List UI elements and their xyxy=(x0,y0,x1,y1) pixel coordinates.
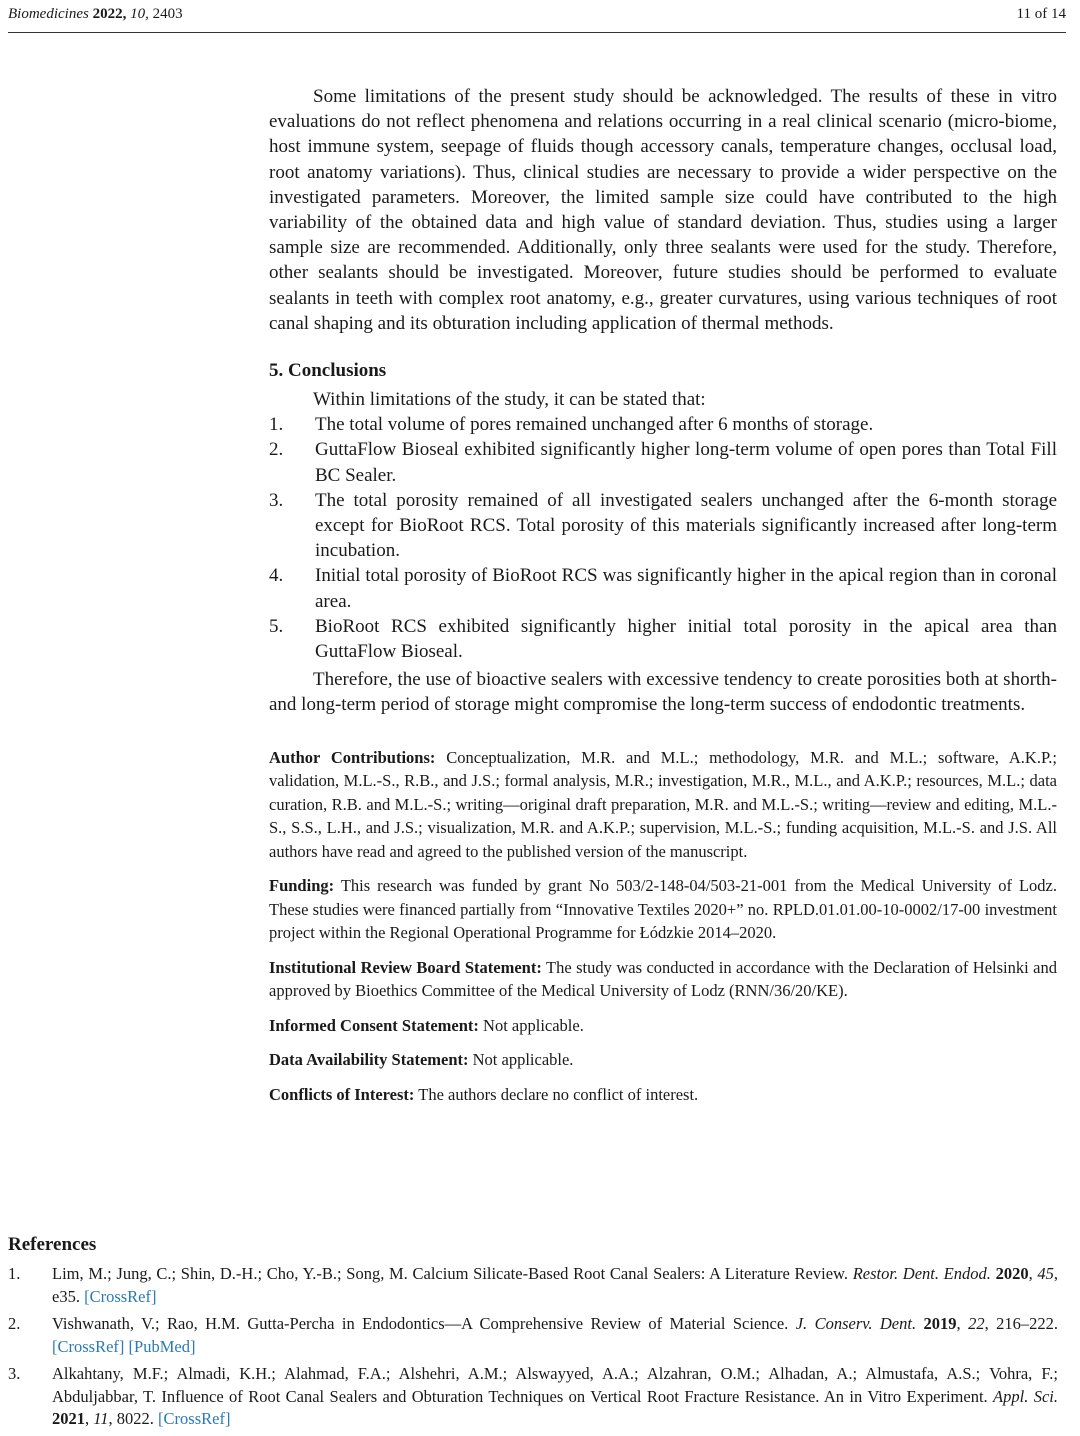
main-content xyxy=(269,84,1057,1117)
conclusions-list xyxy=(269,412,1057,664)
consent-statement xyxy=(269,1014,1057,1038)
conclusion-item xyxy=(269,412,1057,437)
reference-pages: , e35. xyxy=(52,1264,1059,1306)
reference-number: 2. xyxy=(8,1314,21,1333)
funding xyxy=(269,874,1057,945)
author-contributions xyxy=(269,746,1057,864)
conclusion-text: Initial total porosity of BioRoot RCS was significantly higher in the apical region than in coronal area. xyxy=(315,565,1057,612)
conclusion-text: The total volume of pores remained unchanged after 6 months of storage. xyxy=(315,414,874,436)
references-section xyxy=(8,1232,1058,1436)
references-heading: References xyxy=(8,1234,97,1255)
conclusion-item xyxy=(269,563,1057,613)
reference-number: 1. xyxy=(8,1264,21,1283)
funding-label: Funding: xyxy=(269,876,335,896)
conclusion-item xyxy=(269,437,1057,487)
irb-statement xyxy=(269,956,1057,1003)
conclusion-text: The total porosity remained of all investigated sealers unchanged after the 6-month storage except for BioRoot RCS. Total porosity of this materials significantly increased after long-term incubation. xyxy=(315,489,1057,562)
reference-year: 2020 xyxy=(995,1264,1029,1283)
conclusion-text: BioRoot RCS exhibited significantly higher initial total porosity in the apical area than GuttaFlow Bioseal. xyxy=(315,615,1057,663)
consent-label: Informed Consent Statement: xyxy=(269,1015,479,1035)
reference-number: 3. xyxy=(8,1364,21,1383)
irb-label: Institutional Review Board Statement: xyxy=(269,957,542,977)
conclusion-number: 5. xyxy=(269,615,284,637)
author-contributions-text: Conceptualization, M.R. and M.L.; methodology, M.R. and M.L.; software, A.K.P.; validation, M.L.-S., R.B., and J.S.; formal analysis, M.R.; investigation, M.R., M.L., and A.K.P.; resources, M.L.; data curation, R.B. and M.L.-S.; writing—original draft preparation, M.R. and M.L.-S.; writing—review and editing, M.L.-S., S.S., L.H., and J.S.; visualization, M.R. and A.K.P.; supervision, M.L.-S.; funding acquisition, M.L.-S. and J.S. All authors have read and agreed to the published version of the manuscript. xyxy=(269,747,1057,861)
irb-text: The study was conducted in accordance with the Declaration of Helsinki and approved by Bioethics Committee of the Medical University of Lodz (RNN/36/20/KE). xyxy=(269,957,1058,1001)
reference-pages: , 8022. xyxy=(108,1409,154,1428)
reference-year: 2021 xyxy=(52,1409,85,1428)
data-label: Data Availability Statement: xyxy=(269,1050,469,1070)
reference-journal: Restor. Dent. Endod. xyxy=(852,1264,991,1283)
reference-year: 2019 xyxy=(923,1314,957,1333)
conflicts-label: Conflicts of Interest: xyxy=(269,1084,415,1104)
limitations-paragraph: Some limitations of the present study should be acknowledged. The results of these in vitro evaluations do not reflect phenomena and relations occurring in a real clinical scenario (micro-biome, host immune system, seepage of fluids though accessory canals, temperature changes, occlusal load, root anatomy variations). Thus, clinical studies are necessary to provide a wider perspective on the investigated parameters. Moreover, the limited sample size could have contributed to the high variability of the obtained data and high value of standard deviation. Thus, studies using a larger sample size are recommended. Additionally, only three sealants were used for the study. Therefore, other sealants should be investigated. Moreover, future studies should be performed to evaluate sealants in teeth with complex root anatomy, e.g., greater curvatures, using various techniques of root canal shaping and its obturation including application of thermal methods. xyxy=(269,86,1057,334)
consent-text: Not applicable. xyxy=(483,1015,584,1035)
reference-volume: 11 xyxy=(93,1409,109,1428)
funding-text: This research was funded by grant No 503/2-148-04/503-21-001 from the Medical University of Lodz. These studies were financed partially from “Innovative Textiles 2020+” no. RPLD.01.01.00-10-0002/17-00 investment project within the Regional Operational Programme for Łódzkie 2014–2020. xyxy=(269,876,1058,943)
journal-year: 2022, xyxy=(92,6,127,22)
article-number: 2403 xyxy=(152,6,183,22)
data-text: Not applicable. xyxy=(472,1050,574,1070)
reference-item: 3. Alkahtany, M.F.; Almadi, K.H.; Alahmad, F.A.; Alshehri, A.M.; Alswayyed, A.A.; Alzahran, O.M.; Alhadan, A.; Almustafa, A.S.; Vohra, F.; Abduljabbar, T. Influence of Root Canal Sealers and Obturation Techniques on Vertical Root Fracture Resistance. An in Vitro Experiment. Appl. Sci. 2021, 11, 8022. [CrossRef] xyxy=(8,1364,1058,1428)
reference-item: 2. Vishwanath, V.; Rao, H.M. Gutta-Percha in Endodontics—A Comprehensive Review of Material Science. J. Conserv. Dent. 2019, 22, 216–222. [CrossRef] [PubMed] xyxy=(8,1314,1059,1356)
reference-authors-title: Vishwanath, V.; Rao, H.M. Gutta-Percha in Endodontics—A Comprehensive Review of Material Science. xyxy=(52,1314,789,1333)
reference-journal: J. Conserv. Dent. xyxy=(795,1314,917,1333)
conclusion-item xyxy=(269,614,1057,664)
conclusion-item xyxy=(269,488,1057,564)
pubmed-link[interactable]: [PubMed] xyxy=(128,1336,196,1356)
crossref-link[interactable]: [CrossRef] xyxy=(52,1336,125,1356)
reference-authors-title: Alkahtany, M.F.; Almadi, K.H.; Alahmad, F.A.; Alshehri, A.M.; Alswayyed, A.A.; Alzahran, O.M.; Alhadan, A.; Almustafa, A.S.; Vohra, F.; Abduljabbar, T. Influence of Root Canal Sealers and Obturation Techniques on Vertical Root Fracture Resistance. An in Vitro Experiment. xyxy=(52,1364,1058,1406)
journal-name: Biomedicines xyxy=(8,6,89,22)
crossref-link[interactable]: [CrossRef] xyxy=(84,1286,157,1306)
journal-volume: 10, xyxy=(130,6,149,22)
reference-pages: , 216–222. xyxy=(984,1314,1059,1333)
reference-item: 1. Lim, M.; Jung, C.; Shin, D.-H.; Cho, Y.-B.; Song, M. Calcium Silicate-Based Root Canal Sealers: A Literature Review. Restor. Dent. Endod. 2020, 45, e35. [CrossRef] xyxy=(8,1264,1059,1306)
conflicts-text: The authors declare no conflict of interest. xyxy=(418,1084,699,1104)
reference-volume: 45 xyxy=(1037,1264,1054,1283)
conflicts-of-interest xyxy=(269,1083,1057,1107)
conclusions-heading: 5. Conclusions xyxy=(269,360,387,382)
reference-authors-title: Lim, M.; Jung, C.; Shin, D.-H.; Cho, Y.-B.; Song, M. Calcium Silicate-Based Root Canal Sealers: A Literature Review. xyxy=(52,1264,848,1283)
reference-volume: 22 xyxy=(968,1314,985,1333)
conclusion-number: 3. xyxy=(269,489,284,511)
author-contributions-label: Author Contributions: xyxy=(269,747,436,767)
crossref-link[interactable]: [CrossRef] xyxy=(158,1409,231,1428)
conclusion-number: 4. xyxy=(269,565,284,587)
conclusion-number: 2. xyxy=(269,439,284,461)
reference-journal: Appl. Sci. xyxy=(993,1386,1058,1406)
page-header xyxy=(8,4,1066,33)
conclusion-number: 1. xyxy=(269,414,284,436)
data-availability xyxy=(269,1048,1057,1072)
conclusion-text: GuttaFlow Bioseal exhibited significantly higher long-term volume of open pores than Total Fill BC Sealer. xyxy=(315,439,1057,486)
conclusions-intro: Within limitations of the study, it can be stated that: xyxy=(313,389,706,411)
back-matter xyxy=(269,746,1057,1107)
page-number: 11 of 14 xyxy=(1016,6,1066,22)
journal-citation xyxy=(8,6,183,23)
conclusions-closing: Therefore, the use of bioactive sealers with excessive tendency to create porosities both at shorth- and long-term period of storage might compromise the long-term success of endodontic treatments. xyxy=(269,669,1057,716)
